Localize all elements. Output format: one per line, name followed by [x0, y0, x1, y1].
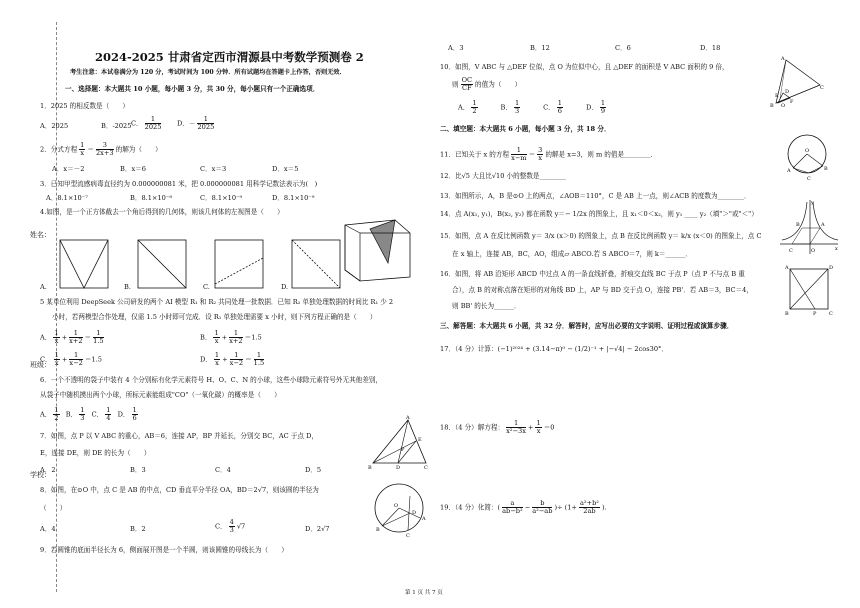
q10-label-e: E [775, 93, 779, 99]
q13-stem: 13．如图所示，A，B 是⊙O 上的两点，∠AOB＝110°，C 是 AB 上一点，则∠ACB 的度数为________． [440, 192, 751, 200]
q10-label-f: F [790, 99, 794, 105]
q3-option-a: A．8.1×10⁻⁷ [46, 194, 88, 202]
q5-option-d: D． $\frac{1}{x}$ + $\frac{1}{x-2}$ ＝ $\frac{1}{1.5}$ [200, 351, 265, 367]
q16-label-c: C [829, 311, 833, 317]
q13-circle-figure [785, 132, 830, 182]
q3-option-b: B．8.1×10⁻⁸ [130, 194, 172, 202]
q8-line-1: 8．如图，在⊙O 中，点 C 是 AB 的中点，CD 垂直平分半径 OA，BD＝2√7，则该圆的半径为 [40, 486, 319, 494]
q2-option-c: C．x＝3 [200, 165, 227, 173]
q9-stem: 9．若圆锥的底面半径长为 6，侧面展开图是一个半圆，则该圆锥的母线长为（ ） [40, 546, 288, 554]
q5-line-1: 5 某单位利用 DeepSeek 公司研发的两个 AI 模型 R₁ 和 R₂ 共同处理一批数据．已知 R₂ 单独处理数据的时间比 R₁ 少 2 [40, 298, 394, 306]
q2-option-d: D．x＝5 [272, 165, 299, 173]
q12-stem: 12．比√5 大且比√10 小的整数是________ [440, 172, 566, 180]
q2-option-a: A．x＝－2 [52, 165, 85, 173]
q16-label-a: A [785, 265, 789, 271]
q7-option-d: D．5 [305, 466, 322, 474]
q15-label-x: x [835, 246, 838, 252]
q8-option-a: A．4 [40, 525, 56, 533]
q7-option-b: B．3 [130, 466, 146, 474]
q4-option-b: B. [124, 283, 131, 291]
q16-line-1: 16．如图，将 AB 沿矩形 ABCD 中过点 A 的一条直线折叠，折痕交直线 BC 于点 P（点 P 不与点 B 重 [440, 270, 745, 278]
q8-label-o: O [394, 503, 399, 509]
q9-option-b: B．12 [530, 44, 550, 52]
q7-label-e: E [418, 437, 422, 443]
q7-option-c: C．4 [215, 466, 231, 474]
q10-label-c: C [820, 85, 824, 91]
q15-line-2: 在 x 轴上，连接 AB，BC，AO，组成▱ ABCO.若 S ABCO＝7，则 k＝______． [452, 250, 692, 258]
q2-stem: 2．分式方程 $\frac{1}{x}$ ＝ $\frac{3}{2x+3}$ 的解为（ ） [40, 141, 162, 157]
q1-option-c: C． $\frac{1}{2025}$ [131, 115, 162, 131]
q4-option-c-figure [215, 240, 265, 290]
q7-option-a: A．2 [40, 466, 56, 474]
q3-option-c: C．8.1×10⁻⁹ [200, 194, 243, 202]
q4-stem: 4.如图，是一个正方体截去一个角后得到的几何体，则该几何体的左视图是（ ） [40, 208, 284, 216]
q10-label-a: A [781, 56, 785, 62]
q11-stem: 11．已知关于 x 的方程 $\frac{1}{x-m}$ ＝ $\frac{3}{x}$ 的解是 x=3，则 m 的值是________． [440, 146, 658, 162]
q8-label-c: C [406, 533, 410, 539]
section-3-heading: 三、解答题：本大题共 6 小题，共 32 分．解答时，应写出必要的文字说明、证明过程或演算步骤． [440, 322, 734, 330]
q5-line-2: 小时，若两模型合作处理，仅需 1.5 小时即可完成．设 R₁ 单独处理需要 x 小时，则下列方程正确的是（ ） [52, 313, 377, 321]
q7-line-1: 7．如图，点 P 以 V ABC 的重心，AB＝6，连接 AP，BP 并延长，分别交 BC，AC 于点 D， [40, 432, 318, 440]
q4-option-d: D. [281, 283, 289, 291]
q10-options: A． $\frac{1}{2}$ B． $\frac{1}{3}$ C． $\frac{1}{6}$ D． $\frac{1}{9}$ [458, 99, 606, 115]
q7-label-b: B [368, 465, 372, 471]
q16-line-3: 则 BB' 的长为______． [452, 302, 521, 310]
q13-label-c: C [807, 176, 811, 182]
q4-option-d-figure [292, 240, 342, 290]
q15-line-1: 15．如图，点 A 在反比例函数 y＝ 3/x (x＞0) 的图象上，点 B 在反比例函数 y＝ k/x (x＜0) 的图象上，点 C [440, 232, 762, 240]
q15-label-o: O [811, 248, 816, 254]
q18-stem: 18．（4 分）解方程： $\frac{1}{\text{x²−3x}}$ + $\frac{1}{x}$ ＝0 [440, 419, 555, 435]
q8-label-a: A [422, 516, 426, 522]
q7-line-2: E，连接 DE，则 DE 的长为（ ） [40, 449, 151, 457]
q8-option-b: B．2 [130, 525, 146, 533]
q10-label-o: O [781, 103, 786, 109]
q3-option-d: D．8.1×10⁻⁹ [272, 194, 315, 202]
notice: 考生注意：本试卷满分为 120 分，考试时间为 100 分钟．所有试题均在答题卡上作答，否则无效． [70, 69, 346, 76]
q6-line-1: 6．一个不透明的袋子中装有 4 个分别标有化学元素符号 H、O、C、N 的小球，这些小球除元素符号外无其他差别， [40, 376, 383, 384]
class-label: 班级： [30, 361, 51, 369]
q14-stem: 14．点 A(x₁, y₁)，B(x₂, y₂) 都在函数 y＝− 1/2x 的图象上，且 x₁＜0＜x₂，则 y₁ ____ y₂（填"＞"或"＜"） [440, 210, 758, 218]
q4-option-a: A. [40, 283, 47, 291]
q13-label-a: A [787, 168, 791, 174]
q19-stem: 19．（4 分）化简：( $\frac{a}{\text{ab−b²}}$ − $\frac{b}{\text{a²−ab}}$ )÷ (1+ $\frac{\text{a²+b²}}{2ab}$ ). [440, 499, 607, 515]
q9-option-a: A．3 [448, 44, 464, 52]
q4-option-b-figure [138, 240, 188, 290]
section-2-heading: 二、填空题：本大题共 6 小题，每小题 3 分，共 18 分． [440, 125, 611, 133]
q9-option-c: C．6 [615, 44, 631, 52]
q16-label-b: B [785, 311, 789, 317]
q7-label-d: D [396, 465, 401, 471]
q3-stem: 3．已知甲型流感病毒直径约为 0.000000081 米，把 0.000000081 用科学记数法表示为( ) [40, 180, 318, 188]
q7-triangle-figure [368, 415, 428, 470]
q17-stem: 17．（4 分）计算：(−1)²⁰²⁴ + (3.14−π)⁰ − (1/2)⁻¹ + |−√4| − 2cos30°． [440, 345, 668, 353]
q9-option-d: D．18 [700, 44, 721, 52]
q10-label-b: B [770, 103, 774, 109]
q13-label-b: B [824, 166, 828, 172]
page-footer: 第 1 页 共 7 页 [405, 590, 443, 596]
q1-option-d: D．－ $\frac{1}{2025}$ [177, 115, 215, 131]
q15-label-b: B [796, 222, 800, 228]
q8-label-d: D [412, 510, 417, 516]
q16-rectangle-figure [785, 264, 833, 316]
q1-option-a: A．2025 [40, 122, 69, 130]
q6-options: A． $\frac{1}{2}$ B． $\frac{1}{3}$ C． $\frac{1}{4}$ D． $\frac{1}{6}$ [40, 406, 137, 422]
q10-line-1: 10．如图，V ABC 与 △DEF 位似，点 O 为位似中心，且 △DEF 的面积是 V ABC 面积的 9 倍， [440, 63, 729, 71]
q15-graph-figure [780, 198, 840, 256]
q10-label-d: D [785, 89, 790, 95]
q6-line-2: 从袋子中随机摸出两个小球，所标元素能组成"CO"（一氧化碳）的概率是（ ） [40, 391, 281, 399]
q7-label-p: P [401, 447, 405, 453]
q13-label-o: O [805, 148, 810, 154]
q8-label-b: B [376, 527, 380, 533]
q15-label-c: C [789, 248, 793, 254]
q5-option-b: B． $\frac{1}{x}$ + $\frac{1}{x+2}$ ＝1.5 [200, 329, 262, 345]
q4-cube-figure [340, 215, 415, 285]
q7-label-c: C [424, 465, 428, 471]
q16-label-p: P [813, 311, 817, 317]
q15-label-a: A [821, 222, 825, 228]
q15-label-y: y [811, 200, 814, 206]
q10-similar-figure [768, 55, 828, 110]
q1-stem: 1．2025 的相反数是（ ） [40, 102, 130, 110]
page-title: 2024-2025 甘肃省定西市渭源县中考数学预测卷 2 [95, 50, 364, 64]
q8-line-2: （ ） [40, 504, 67, 512]
q5-option-c: C． $\frac{1}{x}$ + $\frac{1}{x-2}$ ＝1.5 [40, 351, 102, 367]
q2-option-b: B．x＝6 [120, 165, 146, 173]
q16-label-d: D [829, 265, 834, 271]
q4-option-c: C. [203, 283, 210, 291]
q8-option-c: C． $\frac{4}{3}$ √7 [215, 518, 246, 534]
name-label: 姓名： [30, 231, 51, 239]
q8-option-d: D．2√7 [305, 525, 330, 533]
q4-option-a-figure [60, 240, 110, 290]
q8-circle-figure [372, 476, 427, 538]
q16-line-2: 合），点 B 的对称点落在矩形的对角线 BD 上，AP 与 BD 交于点 O，连接 PB'．若 AB＝3，BC＝4， [452, 286, 753, 294]
q5-option-a: A． $\frac{1}{x}$ + $\frac{1}{x+2}$ ＝ $\frac{1}{1.5}$ [40, 329, 104, 345]
school-label: 学校： [30, 471, 51, 479]
q7-label-a: A [406, 415, 410, 421]
q1-option-b: B．-2025 [101, 122, 132, 130]
section-1-heading: 一、选择题：本大题共 10 小题，每小题 3 分，共 30 分，每小题只有一个正确选项． [65, 85, 320, 93]
q10-line-2: 则 $\frac{OC}{CF}$ 的值为（ ） [452, 76, 522, 92]
